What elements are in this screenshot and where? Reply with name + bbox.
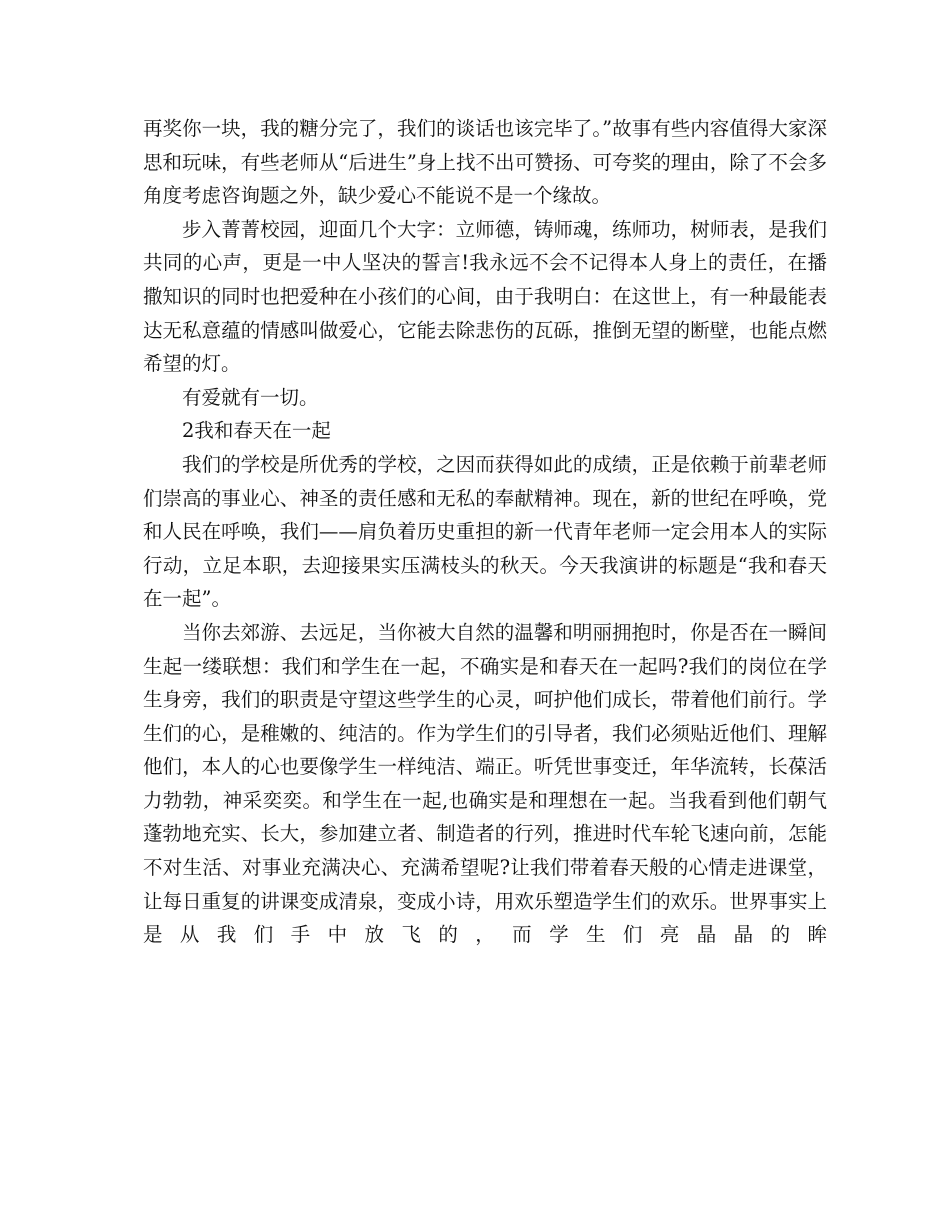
body-text	[143, 112, 827, 952]
paragraph-campus: 步入菁菁校园，迎面几个大字：立师德，铸师魂，练师功，树师表，是我们共同的心声，更是一中人坚决的誓言!我永远不会不记得本人身上的责任，在播撒知识的同时也把爱种在小孩们的心间，由于我明白：在这世上，有一种最能表达无私意蕴的情感叫做爱心，它能去除悲伤的瓦砾，推倒无望的断壁，也能点燃希望的灯。	[143, 217, 827, 376]
paragraph-love: 有爱就有一切。	[182, 385, 319, 409]
paragraph-continuation: 再奖你一块，我的糖分完了，我们的谈话也该完毕了。”故事有些内容值得大家深思和玩味，有些老师从“后进生”身上找不出可赞扬、可夸奖的理由，除了不会多角度考虑咨询题之外，缺少爱心不能说不是一个缘故。	[143, 117, 827, 208]
section-heading: 2我和春天在一起	[182, 419, 331, 443]
paragraph-spring: 当你去郊游、去远足，当你被大自然的温馨和明丽拥抱时，你是否在一瞬间生起一缕联想：我们和学生在一起，不确实是和春天在一起吗?我们的岗位在学生身旁，我们的职责是守望这些学生的心灵，呵护他们成长，带着他们前行。学生们的心，是稚嫩的、纯洁的。作为学生们的引导者，我们必须贴近他们、理解他们，本人的心也要像学生一样纯洁、端正。听凭世事变迁，年华流转，长葆活力勃勃，神采奕奕。和学生在一起,也确实是和理想在一起。当我看到他们朝气蓬勃地充实、长大，参加建立者、制造者的行列，推进时代车轮飞速向前，怎能不对生活、对事业充满决心、充满希望呢?让我们带着春天般的心情走进课堂，让每日重复的讲课变成清泉，变成小诗，用欢乐塑造学生们的欢乐。世界事实上是从我们手中放飞的，而学生们亮晶晶的眸	[143, 620, 827, 947]
paragraph-school: 我们的学校是所优秀的学校，之因而获得如此的成绩，正是依赖于前辈老师们崇高的事业心、神圣的责任感和无私的奉献精神。现在，新的世纪在呼唤，党和人民在呼唤，我们——肩负着历史重担的新一代青年老师一定会用本人的实际行动，立足本职，去迎接果实压满枝头的秋天。今天我演讲的标题是“我和春天在一起”。	[143, 452, 827, 611]
